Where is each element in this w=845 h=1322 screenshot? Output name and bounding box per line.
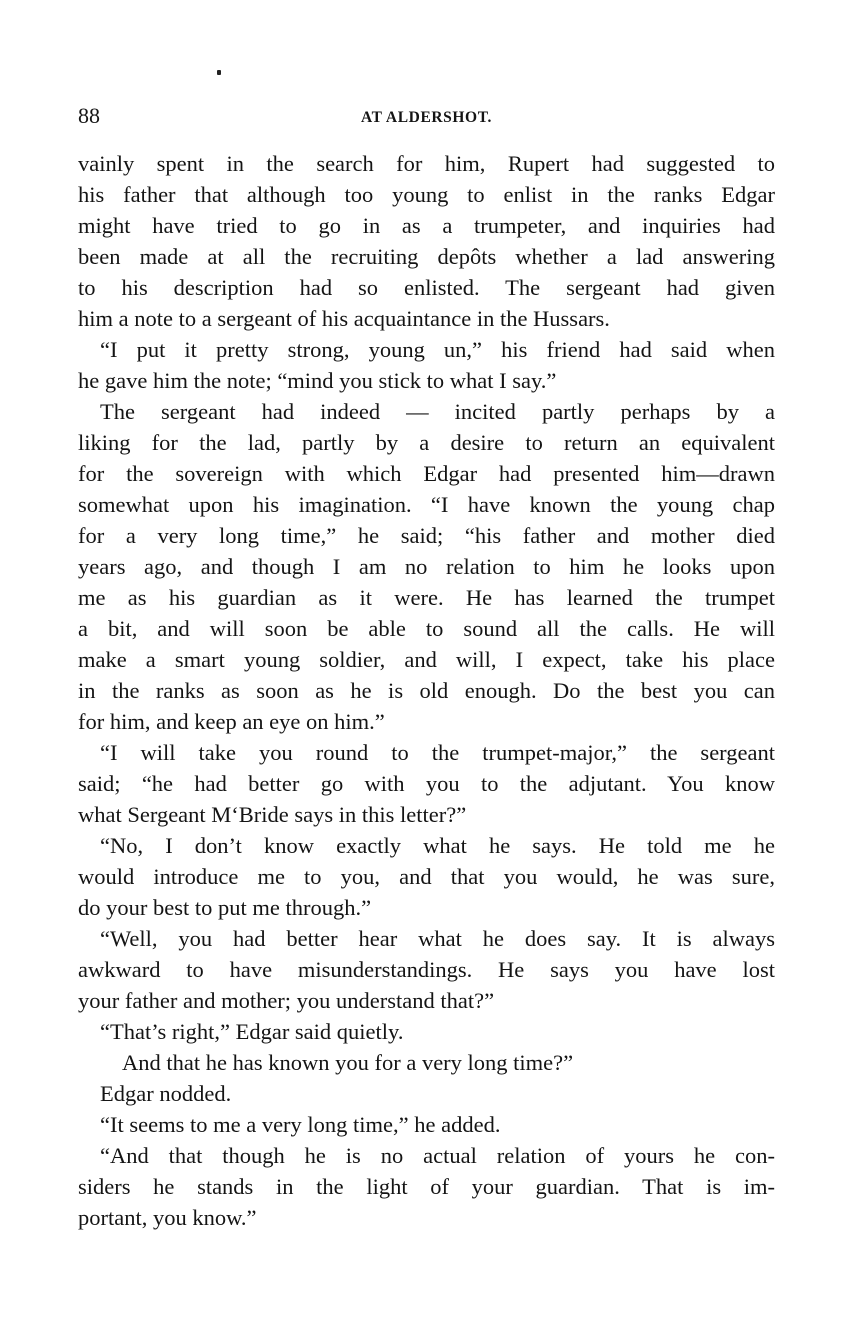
text-line: “I put it pretty strong, young un,” his friend had said when — [100, 337, 775, 362]
text-line: vainly spent in the search for him, Rupert had suggested to — [78, 151, 775, 176]
ink-speck — [217, 70, 221, 75]
text-line: me as his guardian as it were. He has learned the trumpet — [78, 585, 775, 610]
text-line: would introduce me to you, and that you would, he was sure, — [78, 864, 775, 889]
text-line: portant, you know.” — [78, 1205, 257, 1230]
text-line: years ago, and though I am no relation to him he looks upon — [78, 554, 775, 579]
text-line: for the sovereign with which Edgar had presented him—drawn — [78, 461, 775, 486]
page-number: 88 — [78, 103, 100, 128]
running-head: AT ALDERSHOT. — [361, 109, 492, 126]
text-line: “That’s right,” Edgar said quietly. — [100, 1019, 404, 1044]
text-line: “No, I don’t know exactly what he says. He told me he — [100, 833, 775, 858]
text-line: for him, and keep an eye on him.” — [78, 709, 385, 734]
text-line: And that he has known you for a very long time?” — [122, 1050, 574, 1075]
text-line: for a very long time,” he said; “his father and mother died — [78, 523, 775, 548]
text-line: to his description had so enlisted. The sergeant had given — [78, 275, 775, 300]
body-text — [78, 148, 775, 1233]
text-line: what Sergeant M‘Bride says in this letter?” — [78, 802, 467, 827]
text-line: “I will take you round to the trumpet-major,” the sergeant — [100, 740, 775, 765]
page-header — [78, 102, 775, 130]
text-line: somewhat upon his imagination. “I have known the young chap — [78, 492, 775, 517]
text-line: he gave him the note; “mind you stick to what I say.” — [78, 368, 557, 393]
text-line: The sergeant had indeed — incited partly perhaps by a — [100, 399, 775, 424]
text-line: your father and mother; you understand that?” — [78, 988, 495, 1013]
text-line: a bit, and will soon be able to sound all the calls. He will — [78, 616, 775, 641]
text-line: been made at all the recruiting depôts whether a lad answering — [78, 244, 775, 269]
text-line: siders he stands in the light of your guardian. That is im- — [78, 1174, 775, 1199]
text-line: “Well, you had better hear what he does say. It is always — [100, 926, 775, 951]
text-line: his father that although too young to enlist in the ranks Edgar — [78, 182, 775, 207]
text-line: awkward to have misunderstandings. He says you have lost — [78, 957, 775, 982]
text-line: do your best to put me through.” — [78, 895, 372, 920]
text-line: him a note to a sergeant of his acquaintance in the Hussars. — [78, 306, 610, 331]
text-line: “It seems to me a very long time,” he added. — [100, 1112, 501, 1137]
text-line: said; “he had better go with you to the adjutant. You know — [78, 771, 775, 796]
text-line: “And that though he is no actual relation of yours he con- — [100, 1143, 775, 1168]
text-line: Edgar nodded. — [100, 1081, 232, 1106]
text-line: in the ranks as soon as he is old enough. Do the best you can — [78, 678, 775, 703]
text-line: make a smart young soldier, and will, I expect, take his place — [78, 647, 775, 672]
text-line: liking for the lad, partly by a desire to return an equivalent — [78, 430, 775, 455]
text-line: might have tried to go in as a trumpeter, and inquiries had — [78, 213, 775, 238]
